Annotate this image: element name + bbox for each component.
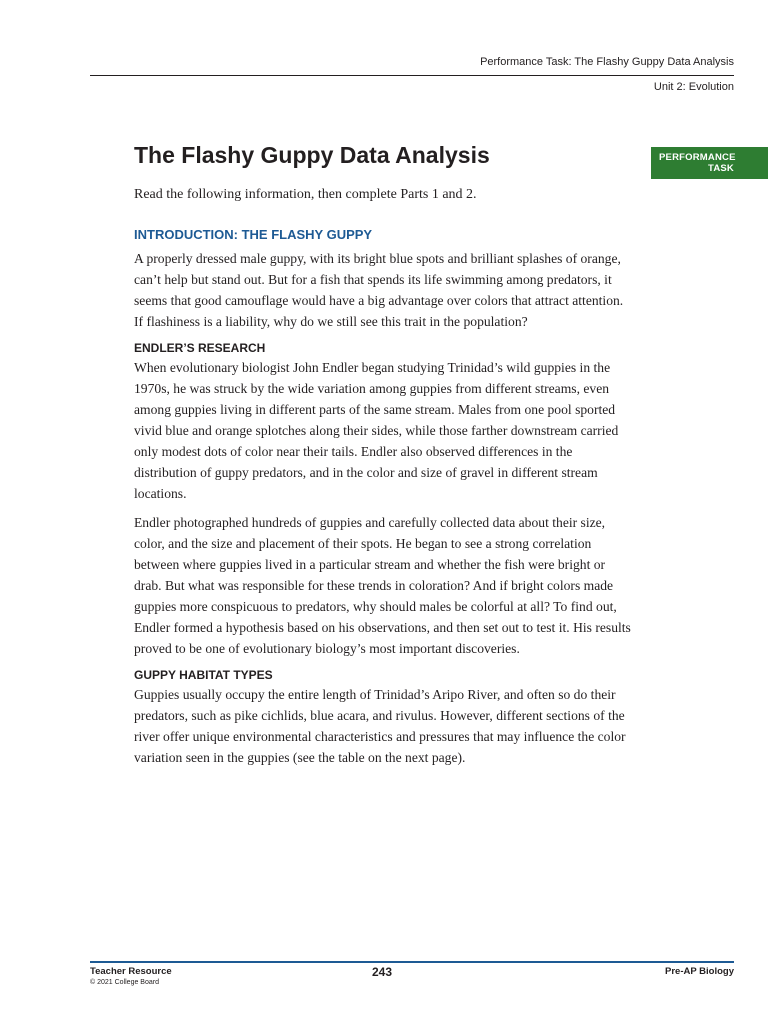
running-header-title: Performance Task: The Flashy Guppy Data Analysis <box>480 56 734 68</box>
main-content <box>134 140 634 768</box>
footer-copyright: © 2021 College Board <box>90 979 159 986</box>
performance-task-badge <box>651 147 768 179</box>
footer-course-name: Pre-AP Biology <box>665 966 734 977</box>
badge-line-1: PERFORMANCE <box>659 152 736 163</box>
habitat-paragraph: Guppies usually occupy the entire length of Trinidad’s Aripo River, and often so do their predators, such as pike cichlids, blue acara, and rivulus. However, different sections of the river offer unique environmental characteristics and pressures that may influence the color variation seen in the guppies (see the table on the next page). <box>134 687 626 765</box>
footer-teacher-resource: Teacher Resource <box>90 966 172 977</box>
habitat-heading: GUPPY HABITAT TYPES <box>134 668 273 682</box>
running-header-unit: Unit 2: Evolution <box>653 81 734 93</box>
research-paragraph-2: Endler photographed hundreds of guppies and carefully collected data about their size, color, and the size and placement of their spots. He began to see a strong correlation between where guppies lived in a particular stream and whether the fish were bright or drab. But what was responsible for these trends in coloration? And if bright colors made guppies more conspicuous to predators, why should males be colorful at all? To find out, Endler formed a hypothesis based on his observations, and then set out to test it. His results proved to be one of evolutionary biology’s most important discoveries. <box>134 515 631 656</box>
instructions-text: Read the following information, then complete Parts 1 and 2. <box>134 187 477 202</box>
header-divider <box>90 75 734 76</box>
footer-divider <box>90 961 734 963</box>
research-heading: ENDLER’S RESEARCH <box>134 341 266 355</box>
badge-line-2: TASK <box>708 163 734 174</box>
research-paragraph-1: When evolutionary biologist John Endler began studying Trinidad’s wild guppies in the 1970s, he was struck by the wide variation among guppies from different streams, even among guppies living in different parts of the same stream. Males from one pool sported vivid blue and orange splotches along their sides, while those farther downstream carried only modest dots of color near their tails. Endler also observed differences in the distribution of guppy predators, and in the color and size of gravel in different stream locations. <box>134 360 619 501</box>
page-number: 243 <box>372 965 393 979</box>
intro-heading: INTRODUCTION: THE FLASHY GUPPY <box>134 227 373 242</box>
page-title: The Flashy Guppy Data Analysis <box>134 142 490 168</box>
intro-paragraph: A properly dressed male guppy, with its bright blue spots and brilliant splashes of orange, can’t help but stand out. But for a fish that spends its life swimming among predators, it seems that good camouflage would have a big advantage over colors that attract attention. If flashiness is a liability, why do we still see this trait in the population? <box>134 251 624 329</box>
